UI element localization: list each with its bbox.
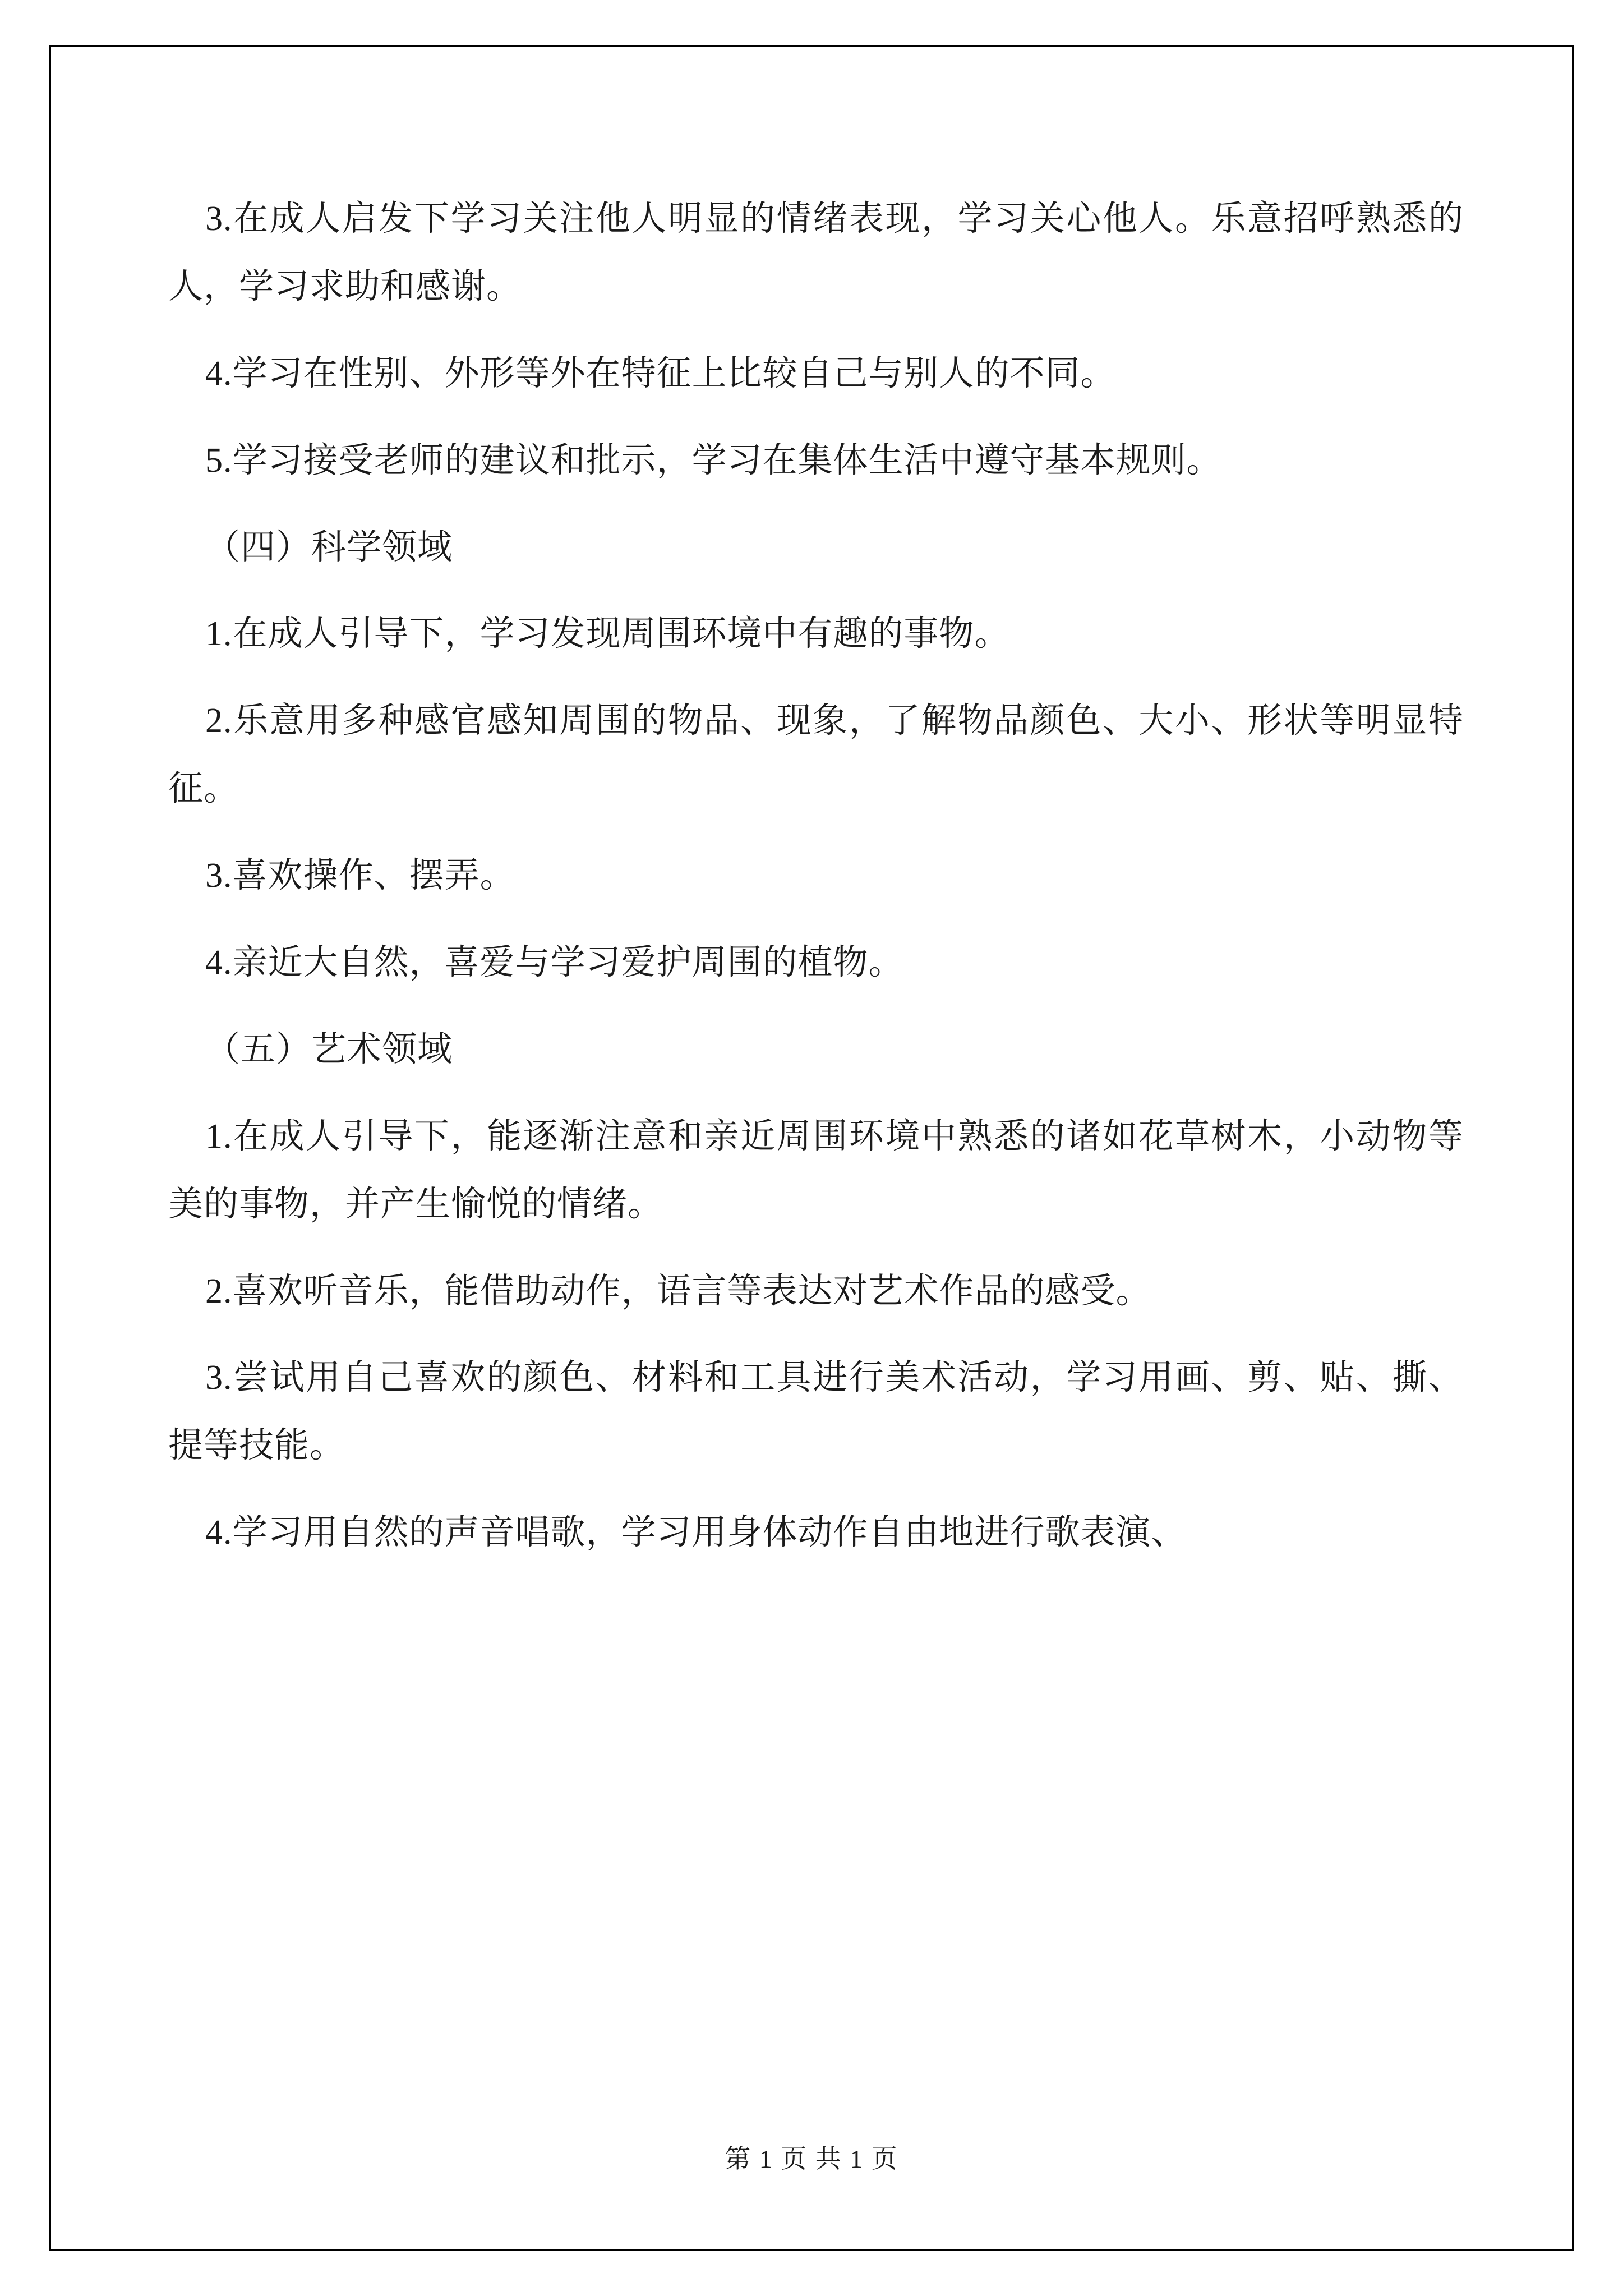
paragraph: 1.在成人引导下，能逐渐注意和亲近周围环境中熟悉的诸如花草树木，小动物等美的事物，并产生愉悦的情绪。 <box>168 1117 1464 1223</box>
document-body <box>168 185 1464 1586</box>
section-heading: （五）艺术领域 <box>205 1030 453 1069</box>
paragraph: 1.在成人引导下，学习发现周围环境中有趣的事物。 <box>205 615 1010 654</box>
section-heading: （四）科学领域 <box>205 528 453 567</box>
paragraph: 3.喜欢操作、摆弄。 <box>205 857 515 895</box>
paragraph: 3.在成人启发下学习关注他人明显的情绪表现，学习关心他人。乐意招呼熟悉的人，学习求助和感谢。 <box>168 200 1464 306</box>
paragraph: 4.学习在性别、外形等外在特征上比较自己与别人的不同。 <box>205 354 1116 393</box>
paragraph: 5.学习接受老师的建议和批示，学习在集体生活中遵守基本规则。 <box>205 441 1222 480</box>
paragraph: 4.亲近大自然，喜爱与学习爱护周围的植物。 <box>205 944 904 982</box>
paragraph: 2.乐意用多种感官感知周围的物品、现象，了解物品颜色、大小、形状等明显特征。 <box>168 702 1464 808</box>
page-footer: 第 1 页 共 1 页 <box>725 2145 898 2173</box>
paragraph: 3.尝试用自己喜欢的颜色、材料和工具进行美术活动，学习用画、剪、贴、撕、提等技能。 <box>168 1359 1464 1465</box>
paragraph: 4.学习用自然的声音唱歌，学习用身体动作自由地进行歌表演、 <box>205 1513 1187 1552</box>
paragraph: 2.喜欢听音乐，能借助动作，语言等表达对艺术作品的感受。 <box>205 1272 1151 1310</box>
